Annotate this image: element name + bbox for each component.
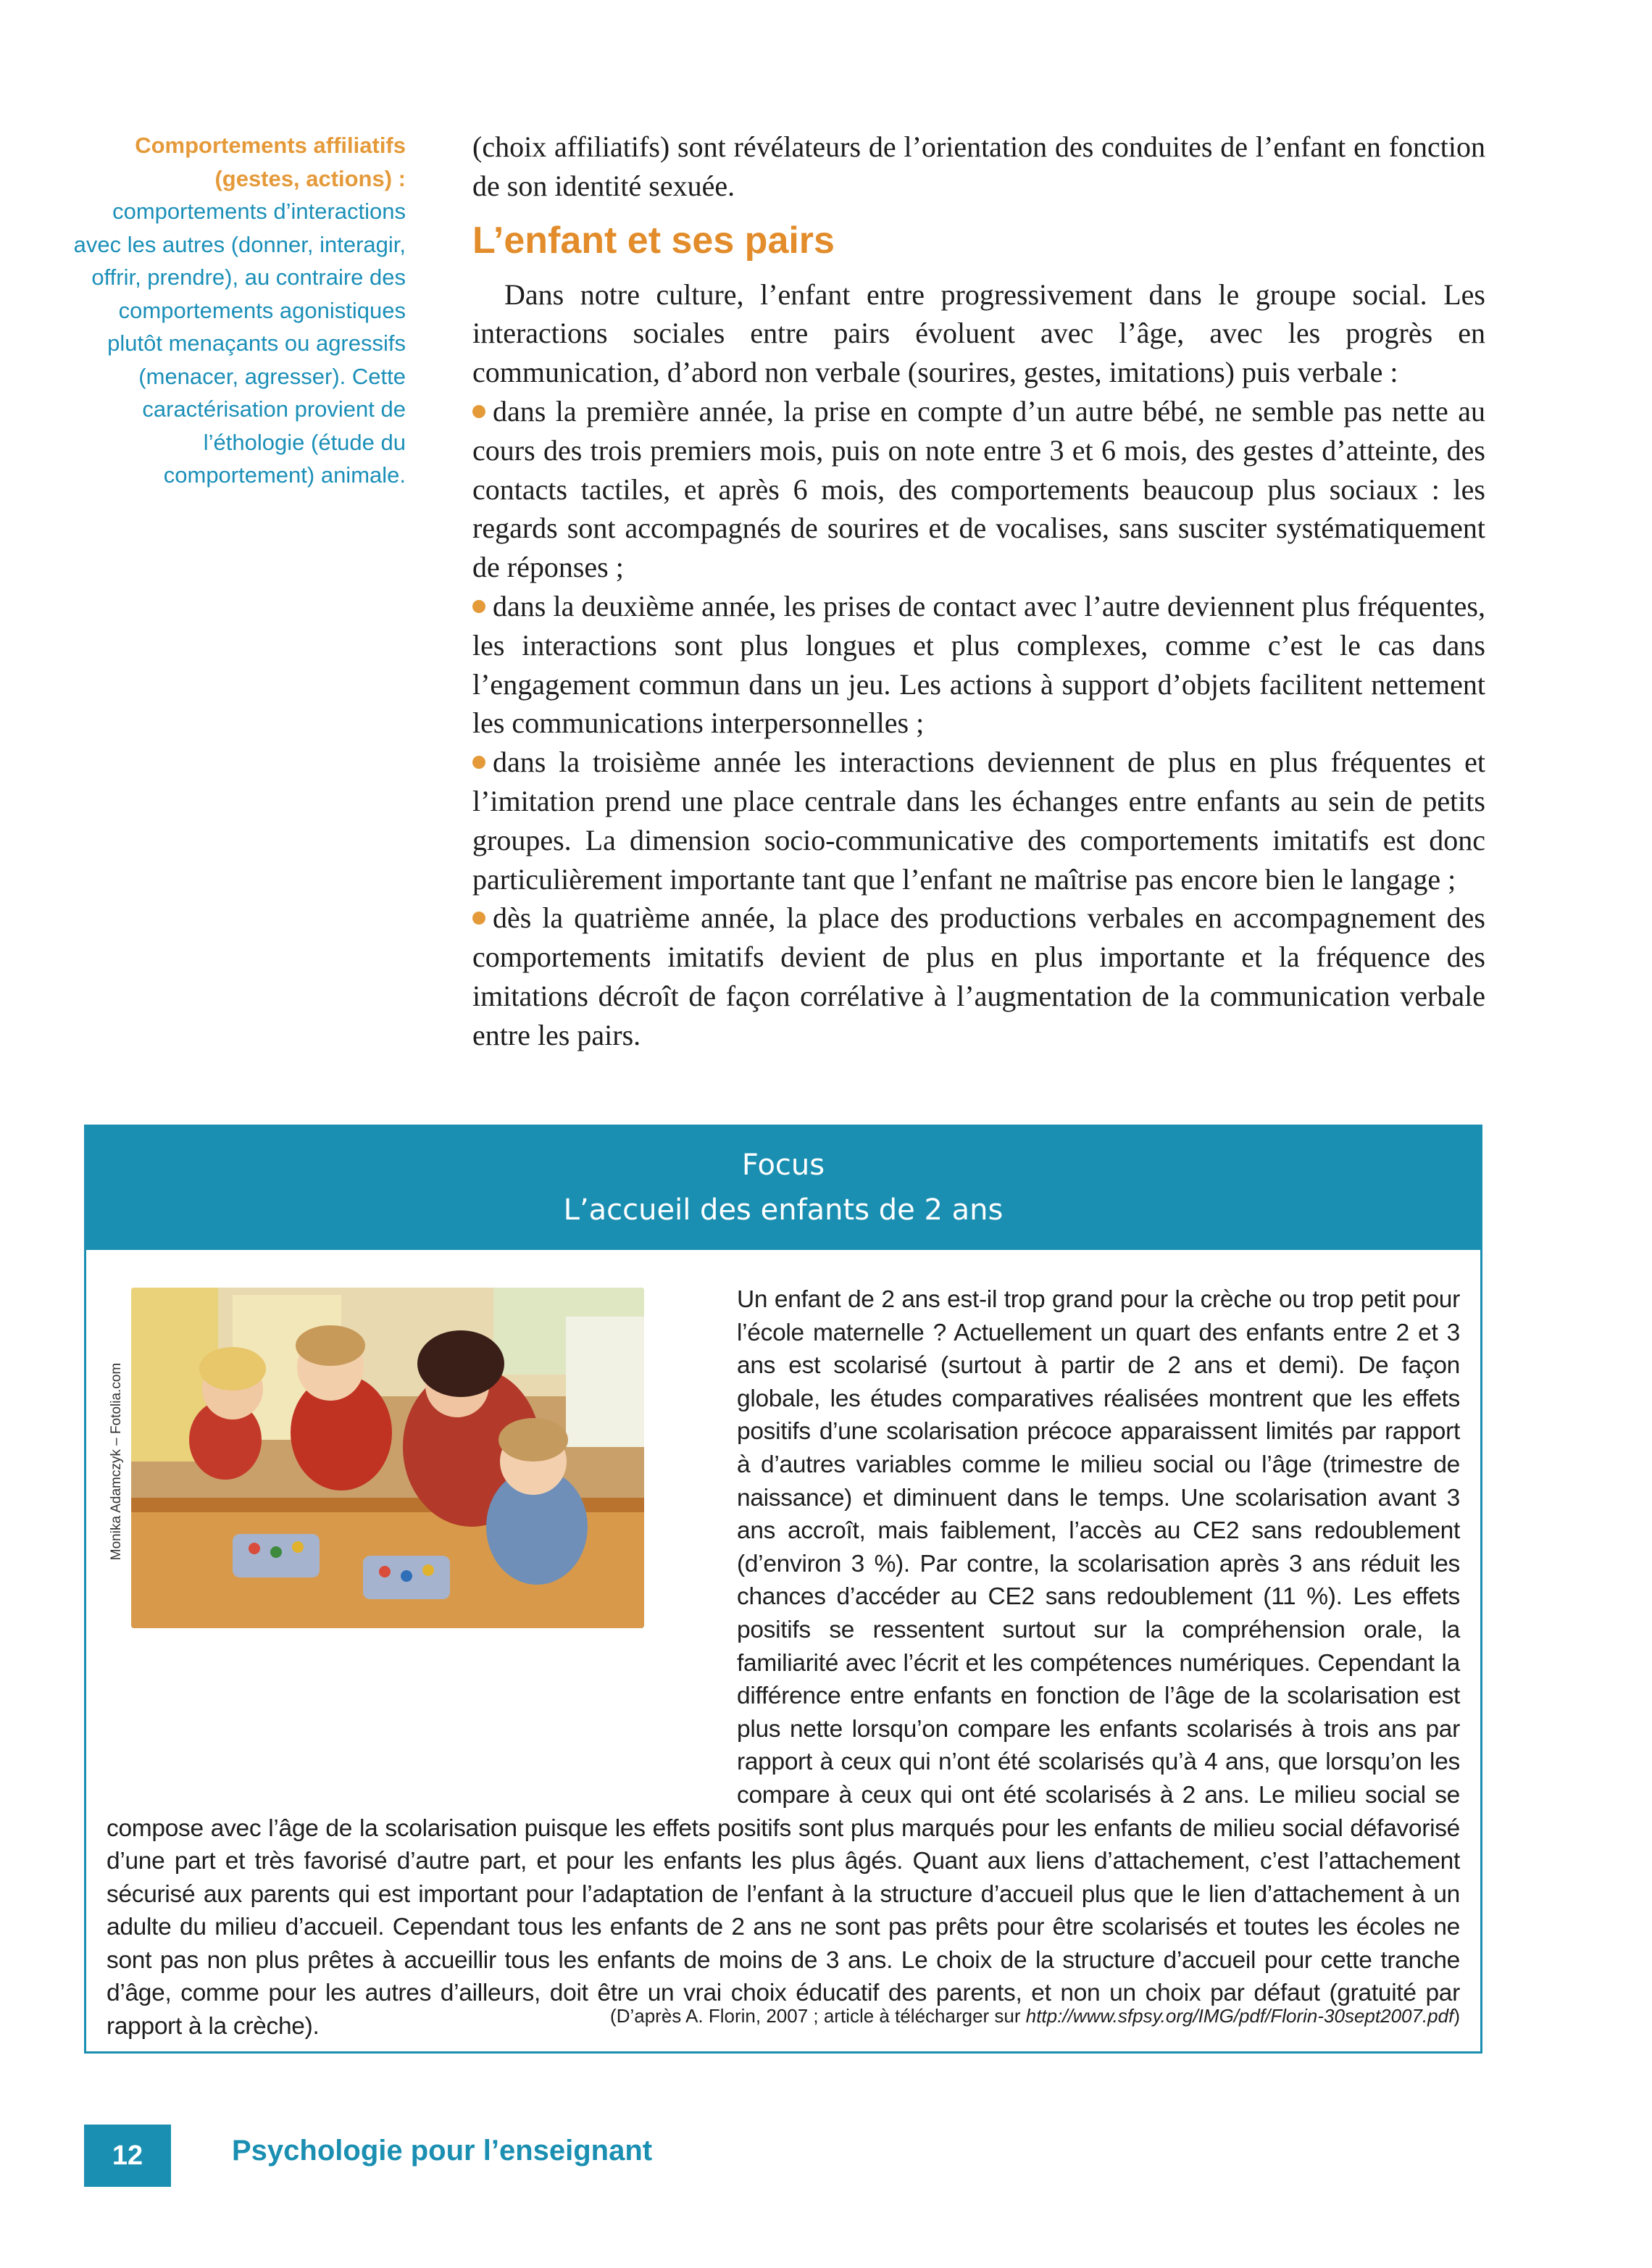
source-prefix: (D’après A. Florin, 2007 ; article à télécharger sur [610,2005,1026,2027]
focus-box [84,1125,1482,2054]
bullet-item [472,743,1485,899]
bullet-text: dans la première année, la prise en compte d’un autre bébé, ne semble pas nette au cours des trois premiers mois, puis on note entre 3 et 6 mois, des gestes d’atteinte, des contacts tactiles, et après 6 mois, des comportements beaucoup plus sociaux : les regards sont accompagnés de sourires et de vocalises, sans susciter systématiquement de réponses ; [472,394,1485,584]
focus-label: Focus [741,1148,825,1182]
focus-header [86,1127,1480,1250]
focus-body-text: Un enfant de 2 ans est-il trop grand pour la crèche ou trop petit pour l’école maternelle ? Actuellement un quart des enfants entre 2 et 3 ans est scolarisé (surtout à partir de 2 ans et demi). De façon globale, les études comparatives réalisées montrent que les effets positifs d’une scolarisation précoce apparaissent limités par rapport à d’autres variables comme le milieu social ou l’âge (trimestre de naissance) et diminuent dans le temps. Une scolarisation avant 3 ans accroît, mais faiblement, l’accès au CE2 sans redoublement (d’environ 3 %). Par contre, la scolarisation après 3 ans réduit les chances d’accéder au CE2 sans redoublement (11 %). Les effets positifs se ressentent surtout sur la compréhension orale, la familiarité avec l’écrit et les compétences numériques. Cependant la différence entre enfants en fonction de l’âge de la scolarisation est plus nette lorsqu’on compare les enfants scolarisés à trois ans par rapport à ceux qui n’ont été scolarisés qu’à 4 ans, que lorsqu’on les compare à ceux qui ont été scolarisés à 2 ans. Le milieu social se compose avec l’âge de la scolarisation puisque les effets positifs sont plus marqués pour les enfants de milieu social défavorisé d’une part et très favorisé d’autre part, et pour les enfants les plus âgés. Quant aux liens d’attachement, c’est l’attachement sécurisé aux parents qui est important pour l’adaptation de l’enfant à la structure d’accueil plus que le lien d’attachement à un adulte du milieu d’accueil. Cependant tous les enfants de 2 ans ne sont pas prêts pour être scolarisés et toutes les écoles ne sont pas non plus prêtes à accueillir tous les enfants de moins de 3 ans. Le choix de la structure d’accueil pour cette tranche d’âge, comme pour les autres d’ailleurs, doit être un vrai choix éducatif des parents, et non un choix par défaut (gratuité par rapport à la crèche). [107,1286,1460,2040]
classroom-photo [131,1288,644,1628]
source-suffix: ) [1453,2005,1460,2027]
bullet-item [472,899,1485,1054]
bullet-text: dans la troisième année les interactions deviennent de plus en plus fréquentes et l’imitation prend une place centrale dans les échanges entre enfants au sein de petits groupes. La dimension socio-communicative des comportements imitatifs est donc particulièrement importante tant que l’enfant ne maîtrise pas encore bien le langage ; [472,746,1485,896]
photo-credit [108,1295,125,1628]
bullet-item [472,392,1485,587]
classroom-photo-image [131,1288,644,1628]
running-footer-title: Psychologie pour l’enseignant [232,2135,653,2167]
bullet-dot-icon [472,912,485,925]
lead-paragraph: (choix affiliatifs) sont révélateurs de l’orientation des conduites de l’enfant en fonction de son identité sexuée. [472,130,1485,202]
source-citation [610,2005,1460,2027]
margin-note-term: Comportements affiliatifs (gestes, actions) : [135,133,406,191]
bullet-text: dans la deuxième année, les prises de contact avec l’autre deviennent plus fréquentes, les interactions sont plus longues et plus complexes, comme c’est le cas dans l’engagement commun dans un jeu. Les actions à support d’objets facilitent nettement les communications interpersonnelles ; [472,589,1485,740]
page-number: 12 [84,2125,171,2187]
photo-credit-text: Monika Adamczyk – Fotolia.com [109,1362,124,1561]
bullet-text: dès la quatrième année, la place des productions verbales en accompagnement des comportements imitatifs devient de plus en plus importante et la fréquence des imitations décroît de façon corrélative à l’augmentation de la communication verbale entre les pairs. [472,901,1485,1051]
main-column [472,128,1485,1055]
focus-title: L’accueil des enfants de 2 ans [563,1193,1004,1227]
margin-note [72,129,406,492]
bullet-dot-icon [472,405,485,418]
bullet-item [472,587,1485,743]
section-heading: L’enfant et ses pairs [472,219,835,262]
intro-paragraph: Dans notre culture, l’enfant entre progressivement dans le groupe social. Les interactions sociales entre pairs évoluent avec l’âge, avec les progrès en communication, d’abord non verbale (sourires, gestes, imitations) puis verbale : [472,278,1485,389]
bullet-dot-icon [472,756,485,769]
bullet-dot-icon [472,600,485,613]
source-link[interactable]: http://www.sfpsy.org/IMG/pdf/Florin-30sept2007.pdf [1025,2005,1454,2027]
margin-note-description: comportements d’interactions avec les autres (donner, interagir, offrir, prendre), au contraire des comportements agonistiques plutôt menaçants ou agressifs (menacer, agresser). Cette caractérisation provient de l’éthologie (étude du comportement) animale. [73,199,406,488]
